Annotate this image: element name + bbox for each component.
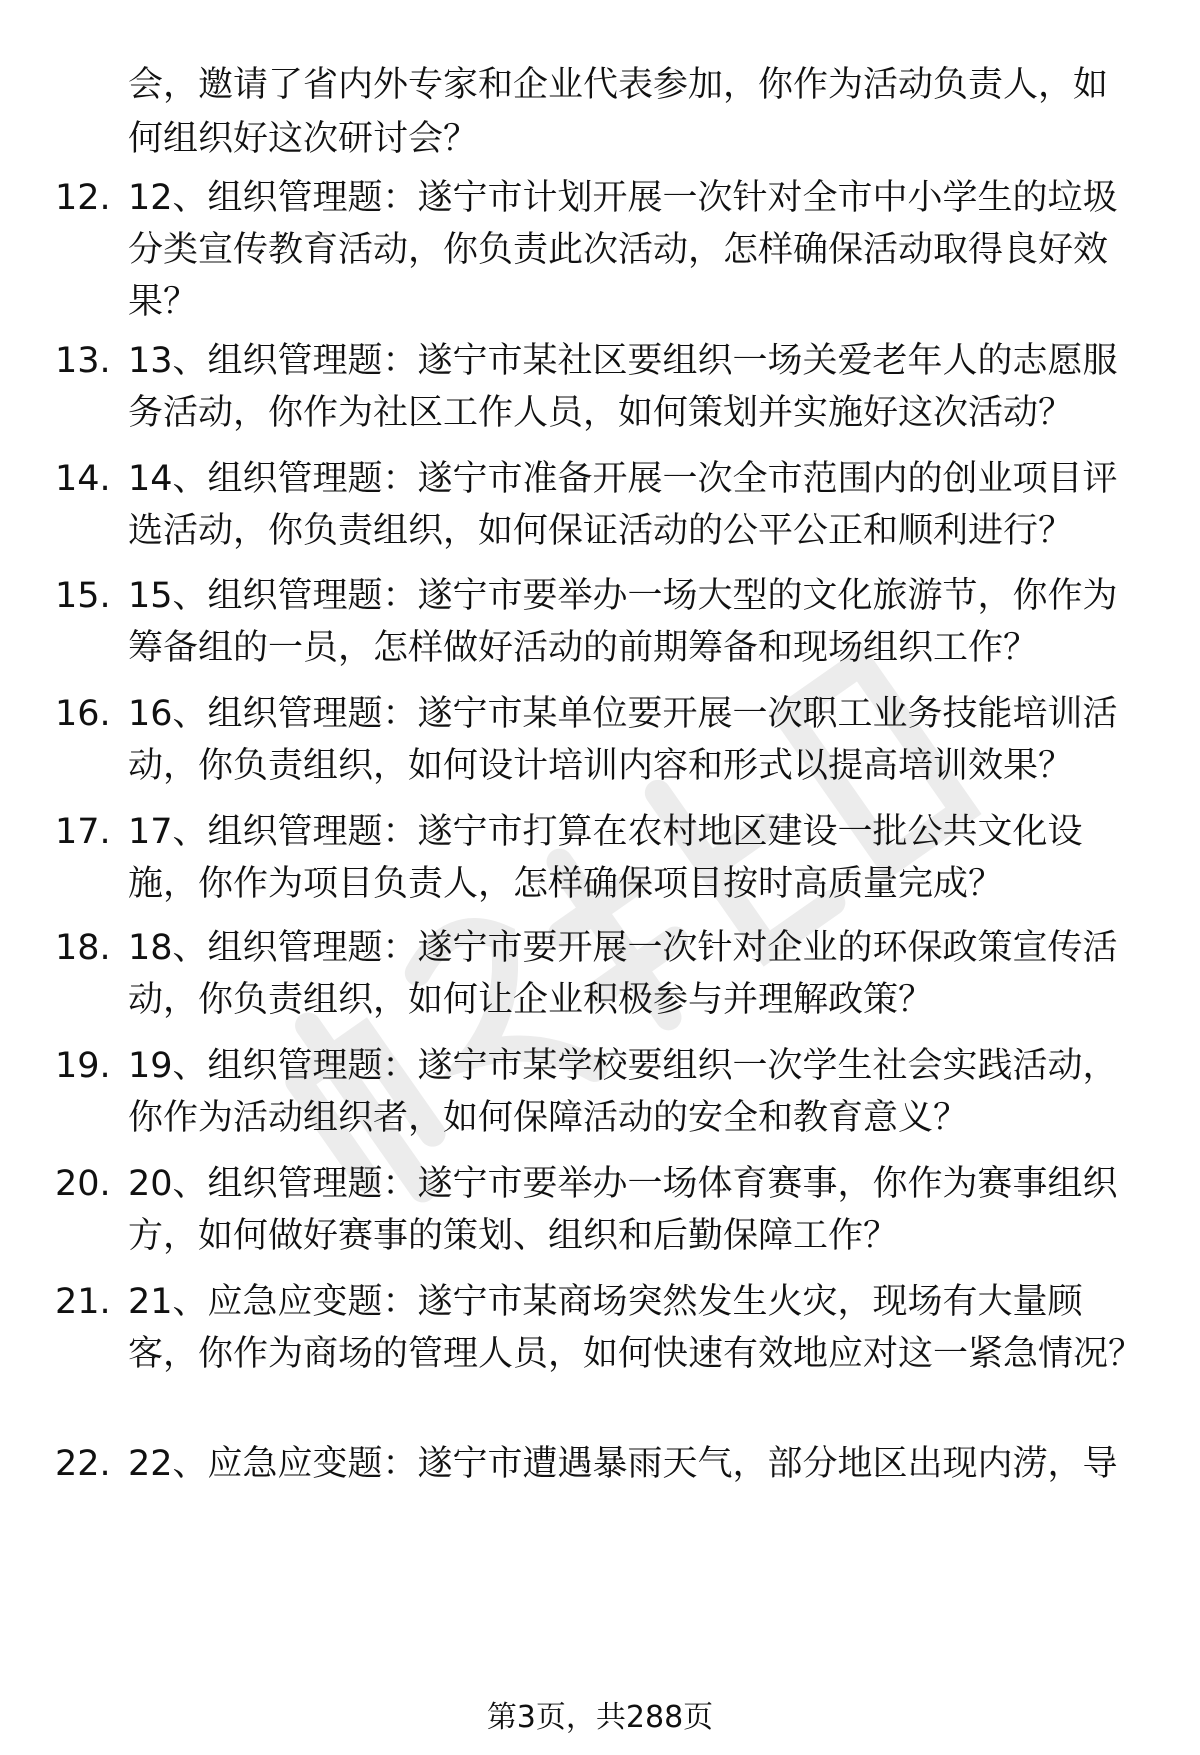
list-number: 20. [55, 1164, 111, 1204]
list-number: 16. [55, 694, 111, 734]
question-text: 12、组织管理题：遂宁市计划开展一次针对全市中小学生的垃圾分类宣传教育活动，你负责此次活动，怎样确保活动取得良好效果？ [128, 178, 1118, 322]
continued-question-text: 会，邀请了省内外专家和企业代表参加，你作为活动负责人，如何组织好这次研讨会？ [128, 65, 1109, 159]
list-number: 15. [55, 576, 111, 616]
page-footer: 第3页，共288页 [486, 1700, 714, 1735]
list-number: 19. [55, 1046, 111, 1086]
list-number: 14. [55, 459, 111, 499]
question-text: 19、组织管理题：遂宁市某学校要组织一次学生社会实践活动，你作为活动组织者，如何保障活动的安全和教育意义？ [128, 1046, 1118, 1138]
list-number: 13. [55, 341, 111, 381]
question-text: 15、组织管理题：遂宁市要举办一场大型的文化旅游节，你作为筹备组的一员，怎样做好活动的前期筹备和现场组织工作？ [128, 576, 1118, 668]
list-number: 21. [55, 1282, 111, 1322]
question-text: 13、组织管理题：遂宁市某社区要组织一场关爱老年人的志愿服务活动，你作为社区工作人员，如何策划并实施好这次活动？ [128, 341, 1118, 433]
question-text: 18、组织管理题：遂宁市要开展一次针对企业的环保政策宣传活动，你负责组织，如何让企业积极参与并理解政策？ [128, 928, 1118, 1020]
question-text: 22、应急应变题：遂宁市遭遇暴雨天气，部分地区出现内涝，导 [128, 1444, 1118, 1484]
question-text: 20、组织管理题：遂宁市要举办一场体育赛事，你作为赛事组织方，如何做好赛事的策划、组织和后勤保障工作？ [128, 1164, 1118, 1256]
list-number: 12. [55, 178, 111, 218]
question-text: 16、组织管理题：遂宁市某单位要开展一次职工业务技能培训活动，你负责组织，如何设计培训内容和形式以提高培训效果？ [128, 694, 1118, 786]
question-text: 14、组织管理题：遂宁市准备开展一次全市范围内的创业项目评选活动，你负责组织，如何保证活动的公平公正和顺利进行？ [128, 459, 1118, 551]
list-number: 18. [55, 928, 111, 968]
question-text: 21、应急应变题：遂宁市某商场突然发生火灾，现场有大量顾客，你作为商场的管理人员，如何快速有效地应对这一紧急情况？ [128, 1282, 1144, 1374]
list-number: 22. [55, 1444, 111, 1484]
question-text: 17、组织管理题：遂宁市打算在农村地区建设一批公共文化设施，你作为项目负责人，怎样确保项目按时高质量完成？ [128, 812, 1083, 904]
list-number: 17. [55, 812, 111, 852]
